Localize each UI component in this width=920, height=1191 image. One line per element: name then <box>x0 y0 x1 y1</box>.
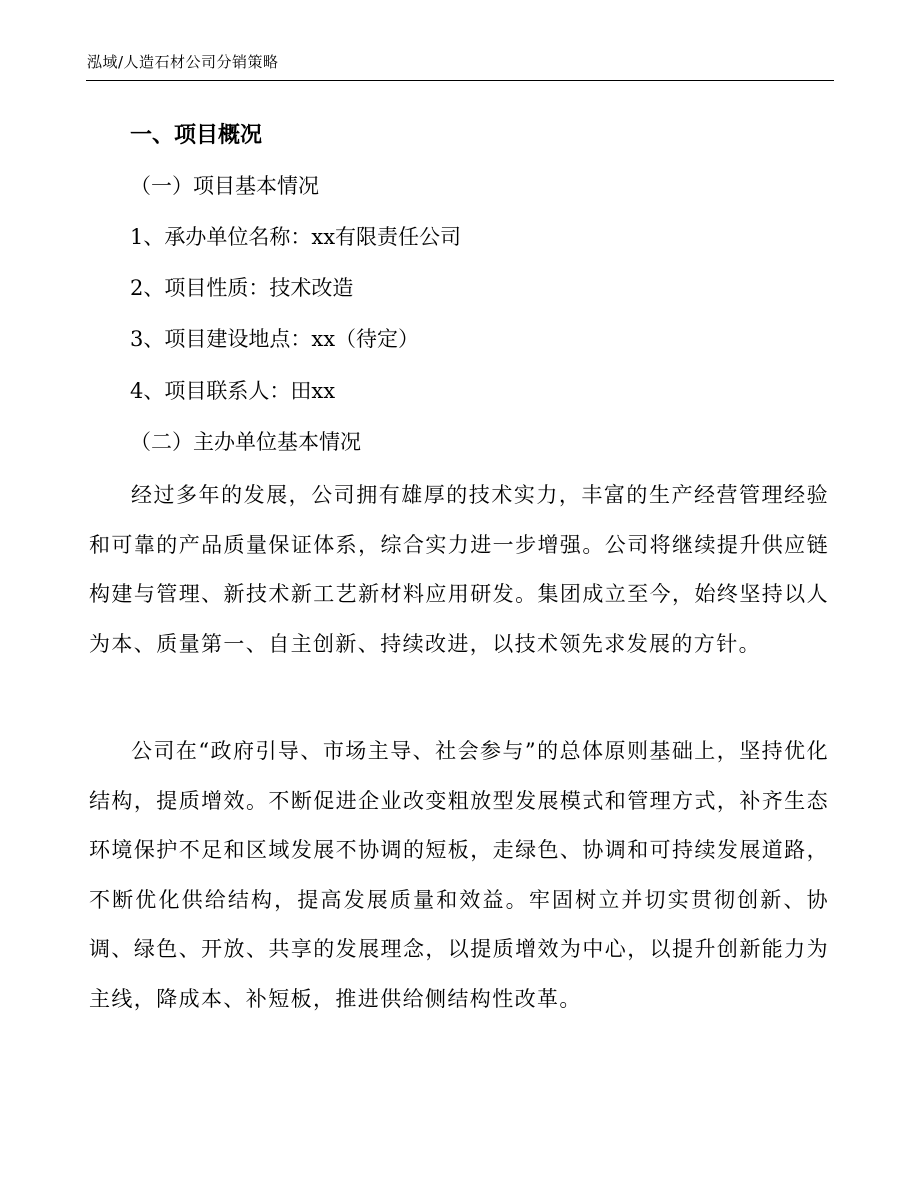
subsection-heading-basic-info: （一）项目基本情况 <box>130 174 319 198</box>
page-header-title: 泓域/人造石材公司分销策略 <box>87 53 279 71</box>
body-paragraph-2: 公司在“政府引导、市场主导、社会参与”的总体原则基础上，坚持优化结构，提质增效。不断促进企业改变粗放型发展模式和管理方式，补齐生态环境保护不足和区域发展不协调的短板，走绿色、协调和可持续发展道路，不断优化供给结构，提高发展质量和效益。牢固树立并切实贯彻创新、协调、绿色、开放、共享的发展理念，以提质增效为中心，以提升创新能力为主线，降成本、补短板，推进供给侧结构性改革。 <box>89 739 829 1011</box>
header-divider <box>86 80 834 81</box>
info-item-undertaker: 1、承办单位名称：xx有限责任公司 <box>130 225 462 249</box>
section-heading: 一、项目概况 <box>130 123 263 148</box>
info-item-contact: 4、项目联系人：田xx <box>130 379 336 403</box>
subsection-heading-host-info: （二）主办单位基本情况 <box>130 430 361 454</box>
body-paragraph-1: 经过多年的发展，公司拥有雄厚的技术实力，丰富的生产经营管理经验和可靠的产品质量保证体系，综合实力进一步增强。公司将继续提升供应链构建与管理、新技术新工艺新材料应用研发。集团成立至今，始终坚持以人为本、质量第一、自主创新、持续改进，以技术领先求发展的方针。 <box>89 483 829 656</box>
info-item-location: 3、项目建设地点：xx（待定） <box>130 327 420 351</box>
info-item-nature: 2、项目性质：技术改造 <box>130 276 354 300</box>
